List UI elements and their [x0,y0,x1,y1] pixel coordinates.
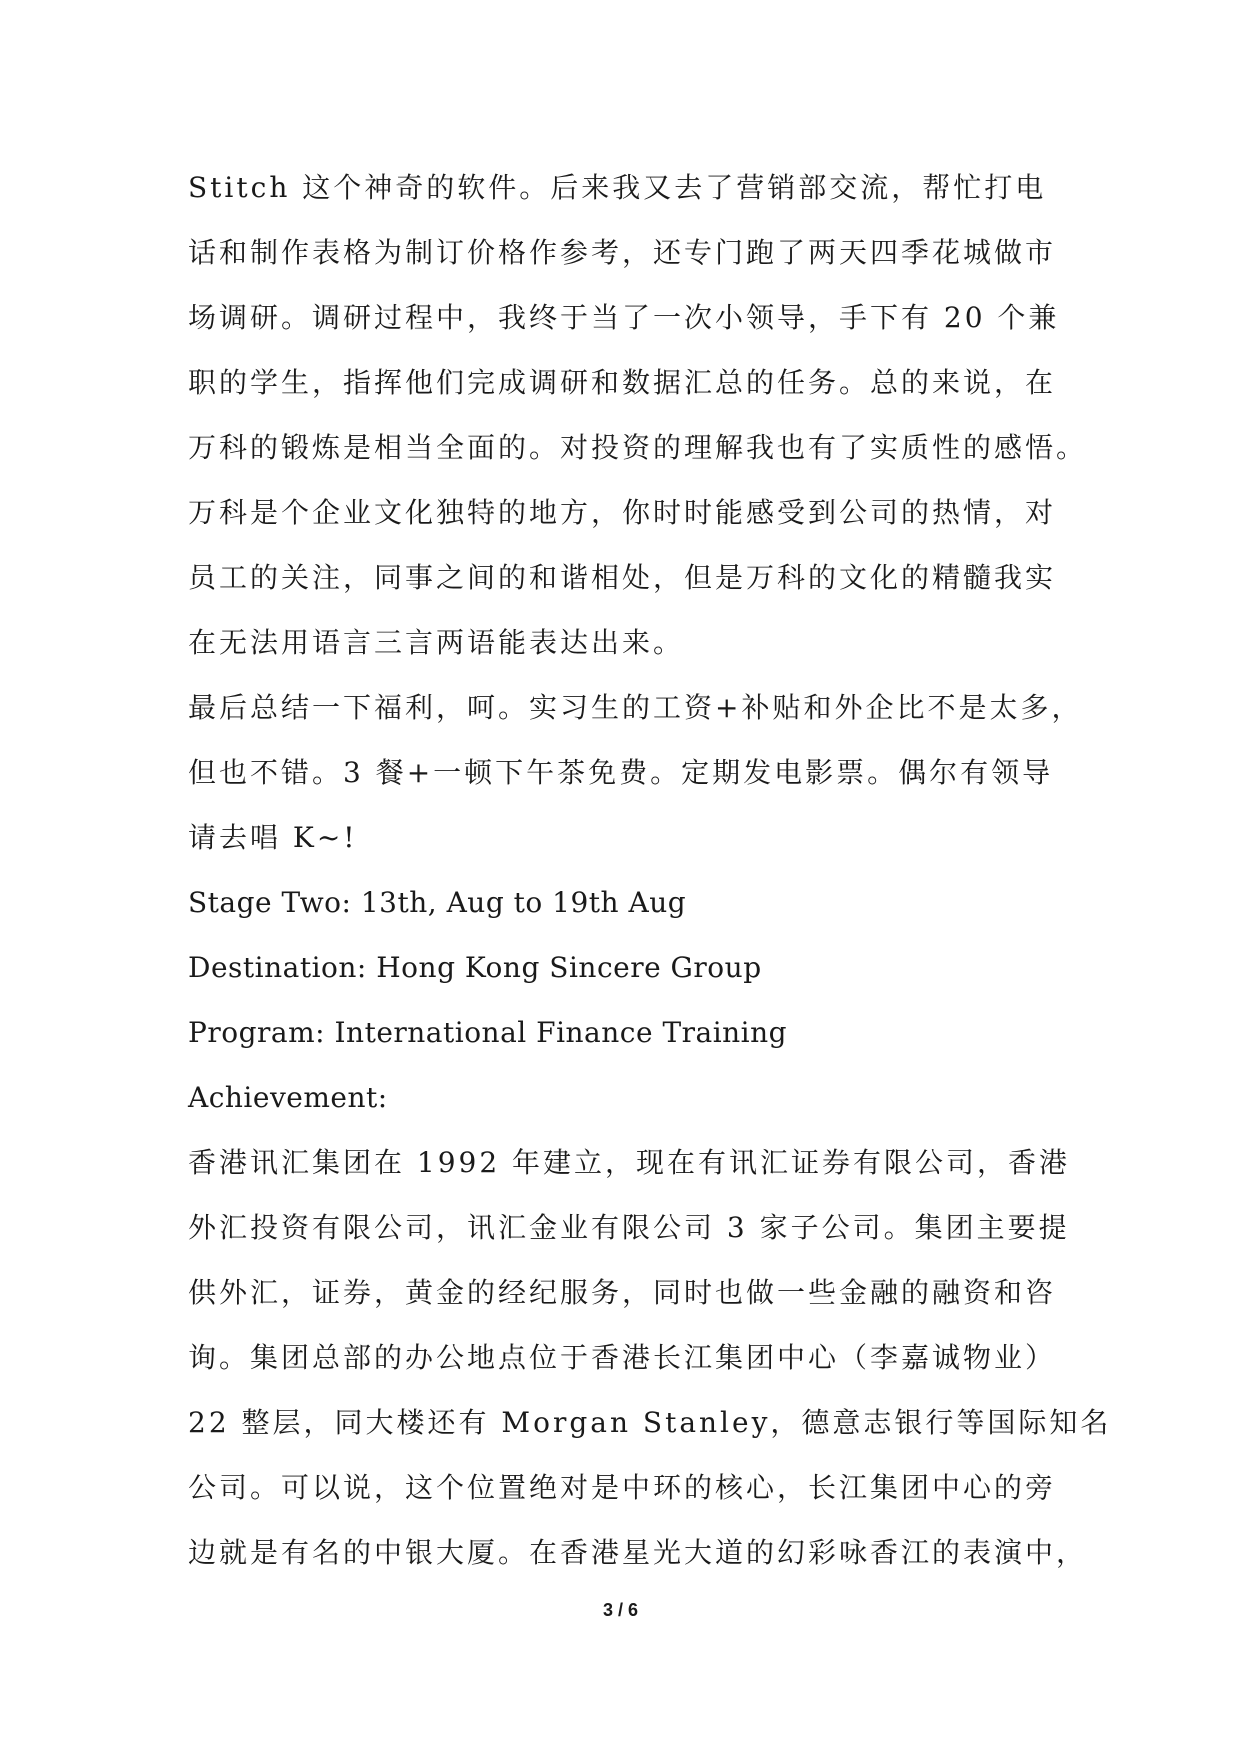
text-line: 在无法用语言三言两语能表达出来。 [188,626,685,659]
text-line: 香港讯汇集团在 1992 年建立，现在有讯汇证券有限公司，香港 [188,1146,1071,1179]
text-line: 场调研。调研过程中，我终于当了一次小领导，手下有 20 个兼 [188,301,1060,334]
text-line: 但也不错。3 餐+一顿下午茶免费。定期发电影票。偶尔有领导 [188,756,1054,789]
page-number: 3 / 6 [602,1600,639,1620]
text-line: 供外汇，证券，黄金的经纪服务，同时也做一些金融的融资和咨 [188,1276,1057,1309]
achievement-heading: Achievement: [188,1081,388,1114]
text-line: 万科的锻炼是相当全面的。对投资的理解我也有了实质性的感悟。 [188,431,1088,464]
text-line: 话和制作表格为制订价格作参考，还专门跑了两天四季花城做市 [188,236,1057,269]
destination-heading: Destination: Hong Kong Sincere Group [188,951,762,984]
text-line: 职的学生，指挥他们完成调研和数据汇总的任务。总的来说，在 [188,366,1057,399]
body-text [188,155,1112,1585]
text-line: 外汇投资有限公司，讯汇金业有限公司 3 家子公司。集团主要提 [188,1211,1070,1244]
text-line: Stitch 这个神奇的软件。后来我又去了营销部交流，帮忙打电 [188,171,1047,204]
text-line: 询。集团总部的办公地点位于香港长江集团中心（李嘉诚物业） [188,1341,1057,1374]
text-line: 万科是个企业文化独特的地方，你时时能感受到公司的热情，对 [188,496,1057,529]
text-line: 最后总结一下福利，呵。实习生的工资+补贴和外企比不是太多， [188,691,1083,724]
stage-heading: Stage Two: 13th, Aug to 19th Aug [188,886,687,919]
text-line: 公司。可以说，这个位置绝对是中环的核心，长江集团中心的旁 [188,1471,1057,1504]
text-line: 边就是有名的中银大厦。在香港星光大道的幻彩咏香江的表演中， [188,1536,1088,1569]
program-heading: Program: International Finance Training [188,1016,788,1049]
text-line: 22 整层，同大楼还有 Morgan Stanley，德意志银行等国际知名 [188,1406,1112,1439]
text-line: 请去唱 K~! [188,821,358,854]
text-line: 员工的关注，同事之间的和谐相处，但是万科的文化的精髓我实 [188,561,1057,594]
